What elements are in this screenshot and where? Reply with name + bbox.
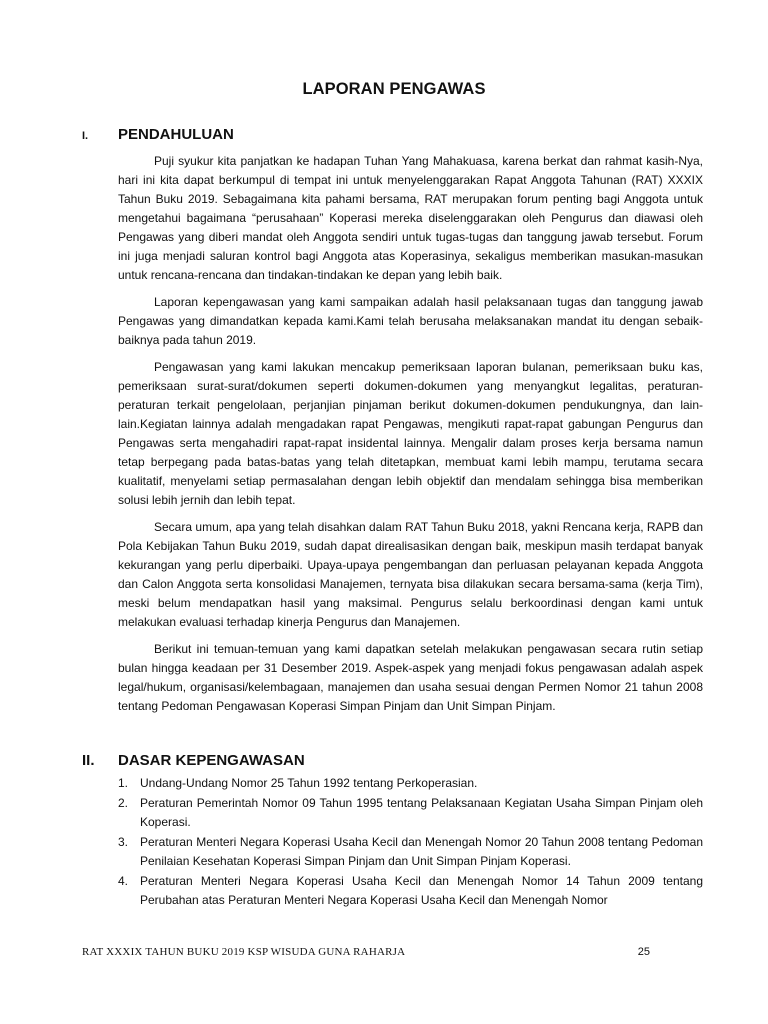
section-heading-pendahuluan [82, 126, 234, 143]
list-item [118, 833, 703, 871]
paragraph: Berikut ini temuan-temuan yang kami dapatkan setelah melakukan pengawasan secara rutin setiap bulan hingga keadaan per 31 Desember 2019. Aspek-aspek yang menjadi fokus pengawasan adalah aspek legal/hukum, organisasi/kelembagaan, manajemen dan usaha sesuai dengan Permen Nomor 21 tahun 2008 tentang Pedoman Pengawasan Koperasi Simpan Pinjam dan Unit Simpan Pinjam. [118, 642, 703, 713]
section-body-pendahuluan [118, 152, 703, 724]
section-title: PENDAHULUAN [118, 126, 234, 143]
section-heading-dasar-kepengawasan [82, 752, 305, 769]
paragraph: Laporan kepengawasan yang kami sampaikan adalah hasil pelaksanaan tugas dan tanggung jawab Pengawas yang dimandatkan kepada kami.Kami telah berusaha melaksanakan mandat itu dengan sebaik-baiknya pada tahun 2019. [118, 295, 703, 347]
list-number: 2. [118, 796, 129, 810]
section-number: II. [82, 752, 95, 769]
list-number: 4. [118, 874, 129, 888]
list-text: Undang-Undang Nomor 25 Tahun 1992 tentang Perkoperasian. [140, 776, 478, 790]
list-number: 1. [118, 776, 129, 790]
paragraph: Pengawasan yang kami lakukan mencakup pemeriksaan laporan bulanan, pemeriksaan buku kas, pemeriksaan surat-surat/dokumen seperti dokumen-dokumen yang menyangkut legalitas, peraturan-peraturan terkait pengelolaan, perjanjian pinjaman berikut dokumen-dokumen pendukungnya, dan lain-lain.Kegiatan lainnya adalah mengadakan rapat Pengawas, mengikuti rapat-rapat gabungan Pengurus dan Pengawas serta mengahadiri rapat-rapat insidental lainnya. Mengalir dalam proses kerja bersama namun tetap berpegang pada batas-batas yang telah ditetapkan, membuat kami lebih mampu, terutama secara kualitatif, menyelami setiap permasalahan dengan lebih objektif dan mendalam sehingga bisa memberikan solusi lebih jernih dan lebih tepat. [118, 360, 703, 507]
list-text: Peraturan Menteri Negara Koperasi Usaha Kecil dan Menengah Nomor 14 Tahun 2009 tentang Perubahan atas Peraturan Menteri Negara Koperasi Usaha Kecil dan Menengah Nomor [140, 874, 703, 907]
footer-text: RAT XXXIX TAHUN BUKU 2019 KSP WISUDA GUNA RAHARJA [82, 946, 406, 958]
list-item [118, 794, 703, 832]
list-text: Peraturan Menteri Negara Koperasi Usaha Kecil dan Menengah Nomor 20 Tahun 2008 tentang Pedoman Penilaian Kesehatan Koperasi Simpan Pinjam dan Unit Simpan Pinjam Koperasi. [140, 835, 703, 868]
page-title: LAPORAN PENGAWAS [302, 80, 486, 98]
list-number: 3. [118, 835, 129, 849]
list-text: Peraturan Pemerintah Nomor 09 Tahun 1995 tentang Pelaksanaan Kegiatan Usaha Simpan Pinjam oleh Koperasi. [140, 796, 703, 829]
legal-basis-list [118, 774, 703, 911]
list-item [118, 872, 703, 910]
paragraph: Puji syukur kita panjatkan ke hadapan Tuhan Yang Mahakuasa, karena berkat dan rahmat kasih-Nya, hari ini kita dapat berkumpul di tempat ini untuk menyelenggarakan Rapat Anggota Tahunan (RAT) XXXIX Tahun Buku 2019. Sebagaimana kita pahami bersama, RAT merupakan forum penting bagi Anggota untuk mengetahui bagaimana “perusahaan” Koperasi mereka diselenggarakan oleh Pengurus dan diawasi oleh Pengawas yang diberi mandat oleh Anggota sendiri untuk tugas-tugas dan tanggung jawab tersebut. Forum ini juga menjadi saluran kontrol bagi Anggota atas Koperasinya, sekaligus memberikan masukan-masukan untuk rencana-rencana dan tindakan-tindakan ke depan yang lebih baik. [118, 154, 703, 282]
list-item [118, 774, 703, 793]
paragraph: Secara umum, apa yang telah disahkan dalam RAT Tahun Buku 2018, yakni Rencana kerja, RAPB dan Pola Kebijakan Tahun Buku 2019, sudah dapat direalisasikan dengan baik, meskipun masih terdapat banyak kekurangan yang perlu diperbaiki. Upaya-upaya pengembangan dan perluasan pelayanan kepada Anggota dan Calon Anggota serta konsolidasi Manajemen, ternyata bisa dilakukan secara bersama-sama (kerja Tim), meski belum mendapatkan hasil yang maksimal. Pengurus selalu berkoordinasi dengan kami untuk melakukan evaluasi terhadap kinerja Pengurus dan Manajemen. [118, 520, 703, 629]
section-number: I. [82, 130, 89, 142]
page-number: 25 [637, 946, 650, 958]
section-title: DASAR KEPENGAWASAN [118, 752, 305, 769]
